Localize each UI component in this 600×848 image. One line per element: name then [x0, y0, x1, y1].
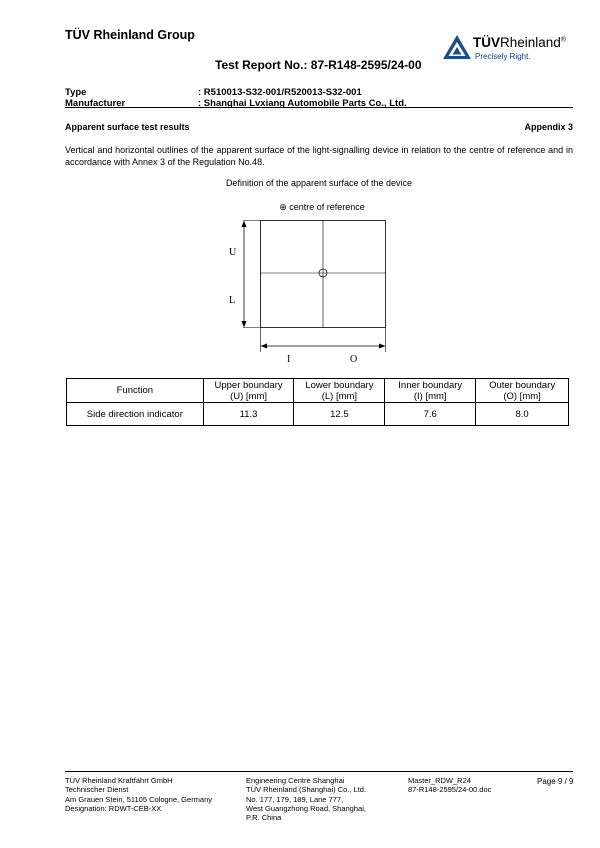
meta-value: : R510013-S32-001/R520013-S32-001 [198, 87, 362, 98]
meta-value: : Shanghai Lvxiang Automobile Parts Co., Ltd. [198, 98, 407, 109]
table-header-row [67, 379, 569, 403]
header-lower: Lower boundary (L) [mm] [294, 379, 385, 403]
group-name: TÜV Rheinland Group [65, 28, 195, 42]
cell-inner: 7.6 [385, 403, 476, 426]
footer-address-shanghai: Engineering Centre Shanghai TÜV Rheinland (Shanghai) Co., Ltd. No. 177, 179, 189, Lane 777, West Guangzhong Road, Shanghai, P.R. China [246, 776, 367, 823]
results-table [66, 378, 569, 426]
cell-upper: 11.3 [203, 403, 294, 426]
header-function: Function [67, 379, 204, 403]
meta-block [65, 87, 407, 109]
arrow-right-icon [379, 344, 386, 349]
report-title: Test Report No.: 87-R148-2595/24-00 [215, 58, 422, 72]
header-outer: Outer boundary (O) [mm] [476, 379, 569, 403]
cell-function: Side direction indicator [67, 403, 204, 426]
arrow-down-icon [242, 321, 247, 328]
apparent-surface-diagram [220, 215, 395, 365]
meta-label: Manufacturer [65, 98, 126, 109]
arrow-left-icon [261, 344, 268, 349]
lower-label: L [229, 295, 236, 306]
meta-label: Type [65, 87, 87, 98]
appendix-label: Appendix 3 [524, 122, 573, 132]
logo-slogan: Precisely Right. [475, 52, 531, 61]
upper-label: U [229, 247, 237, 258]
table-row [67, 403, 569, 426]
centre-reference-label: ⊕ centre of reference [279, 202, 365, 212]
footer-address-cologne: TÜV Rheinland Kraftfahrt GmbH Technischer Dienst Am Grauen Stein, 51105 Cologne, Germany Designation: RDWT-CEB-XX [65, 776, 213, 813]
logo-brand: TÜVRheinland® [473, 35, 566, 50]
page-number: Page 9 / 9 [537, 777, 574, 786]
outer-label: O [350, 354, 358, 365]
cell-outer: 8.0 [476, 403, 569, 426]
header-inner: Inner boundary (I) [mm] [385, 379, 476, 403]
intro-paragraph: Vertical and horizontal outlines of the apparent surface of the light-signalling device in relation to the centre of reference and in accordance with Annex 3 of the Regulation No.48. [65, 145, 573, 167]
company-logo [442, 32, 582, 66]
section-title: Apparent surface test results [65, 122, 190, 132]
diagram-caption: Definition of the apparent surface of the device [225, 178, 413, 188]
footer-rule [65, 771, 573, 772]
header-upper: Upper boundary (U) [mm] [203, 379, 294, 403]
arrow-up-icon [242, 221, 247, 228]
cell-lower: 12.5 [294, 403, 385, 426]
header-rule [65, 107, 573, 108]
inner-label: I [287, 354, 291, 365]
meta-row-type [65, 87, 407, 98]
triangle-logo-icon [442, 34, 472, 60]
footer-document-ref: Master_RDW_R24 87-R148-2595/24-00.doc [408, 776, 492, 795]
